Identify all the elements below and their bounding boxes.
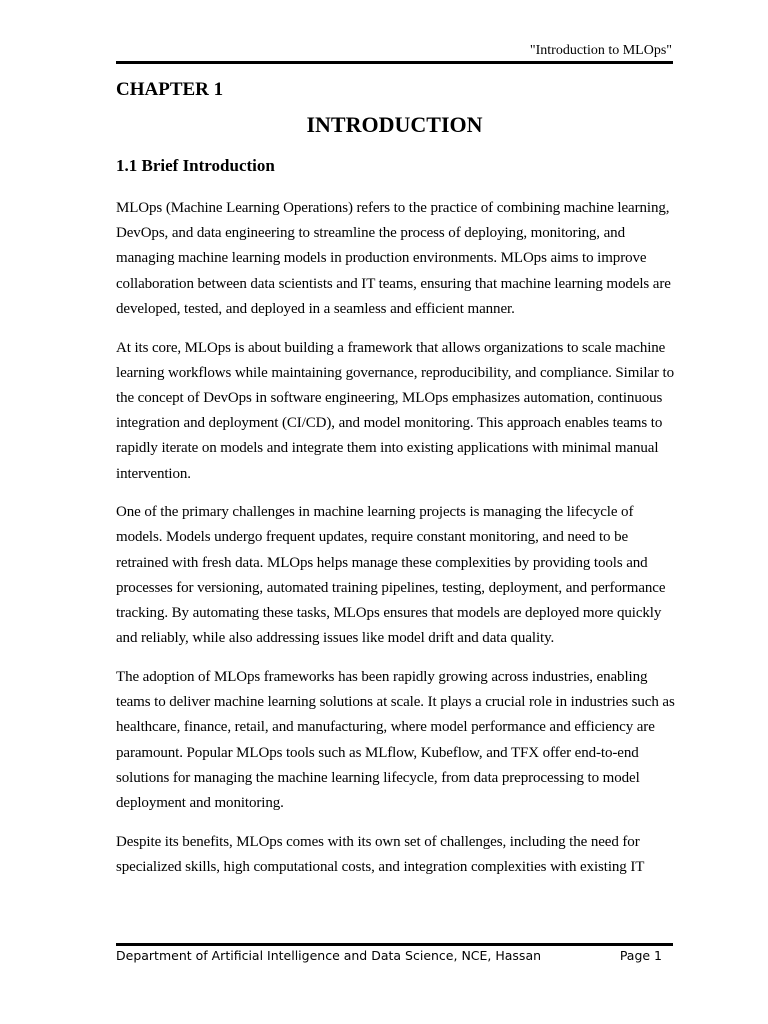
chapter-title: INTRODUCTION bbox=[306, 112, 483, 137]
footer-rule bbox=[116, 943, 673, 946]
paragraph: At its core, MLOps is about building a framework that allows organizations to scale machine learning workflows while maintaining governance, reproducibility, and compliance. Similar to the concept of DevOps in software engineering, MLOps emphasizes automation, continuous integration and deployment (CI/CD), and model monitoring. This approach enables teams to rapidly iterate on models and integrate them into existing applications with minimal manual intervention. bbox=[116, 339, 675, 482]
paragraph: MLOps (Machine Learning Operations) refers to the practice of combining machine learning, DevOps, and data engineering to streamline the process of deploying, monitoring, and managing machine learning models in production environments. MLOps aims to improve collaboration between data scientists and IT teams, ensuring that machine learning models are developed, tested, and deployed in a seamless and efficient manner. bbox=[116, 200, 671, 317]
page-number: Page 1 bbox=[619, 948, 662, 963]
header-rule bbox=[116, 61, 673, 64]
paragraph: One of the primary challenges in machine learning projects is managing the lifecycle of models. Models undergo frequent updates, require constant monitoring, and need to be retrained with fresh data. MLOps helps manage these complexities by providing tools and processes for versioning, automated training pipelines, testing, deployment, and performance tracking. By automating these tasks, MLOps ensures that models are deployed more quickly and reliably, while also addressing issues like model drift and data quality. bbox=[116, 504, 666, 647]
running-header: "Introduction to MLOps" bbox=[529, 43, 672, 58]
section-heading: 1.1 Brief Introduction bbox=[116, 156, 275, 175]
body-text bbox=[116, 196, 676, 894]
paragraph: The adoption of MLOps frameworks has been rapidly growing across industries, enabling teams to deliver machine learning solutions at scale. It plays a crucial role in industries such as healthcare, finance, retail, and manufacturing, where model performance and efficiency are paramount. Popular MLOps tools such as MLflow, Kubeflow, and TFX offer end-to-end solutions for managing the machine learning lifecycle, from data preprocessing to model deployment and monitoring. bbox=[116, 668, 675, 811]
chapter-label: CHAPTER 1 bbox=[116, 79, 224, 100]
footer-department: Department of Artificial Intelligence and Data Science, NCE, Hassan bbox=[116, 948, 542, 963]
paragraph: Despite its benefits, MLOps comes with its own set of challenges, including the need for specialized skills, high computational costs, and integration complexities with existing IT bbox=[116, 833, 645, 875]
